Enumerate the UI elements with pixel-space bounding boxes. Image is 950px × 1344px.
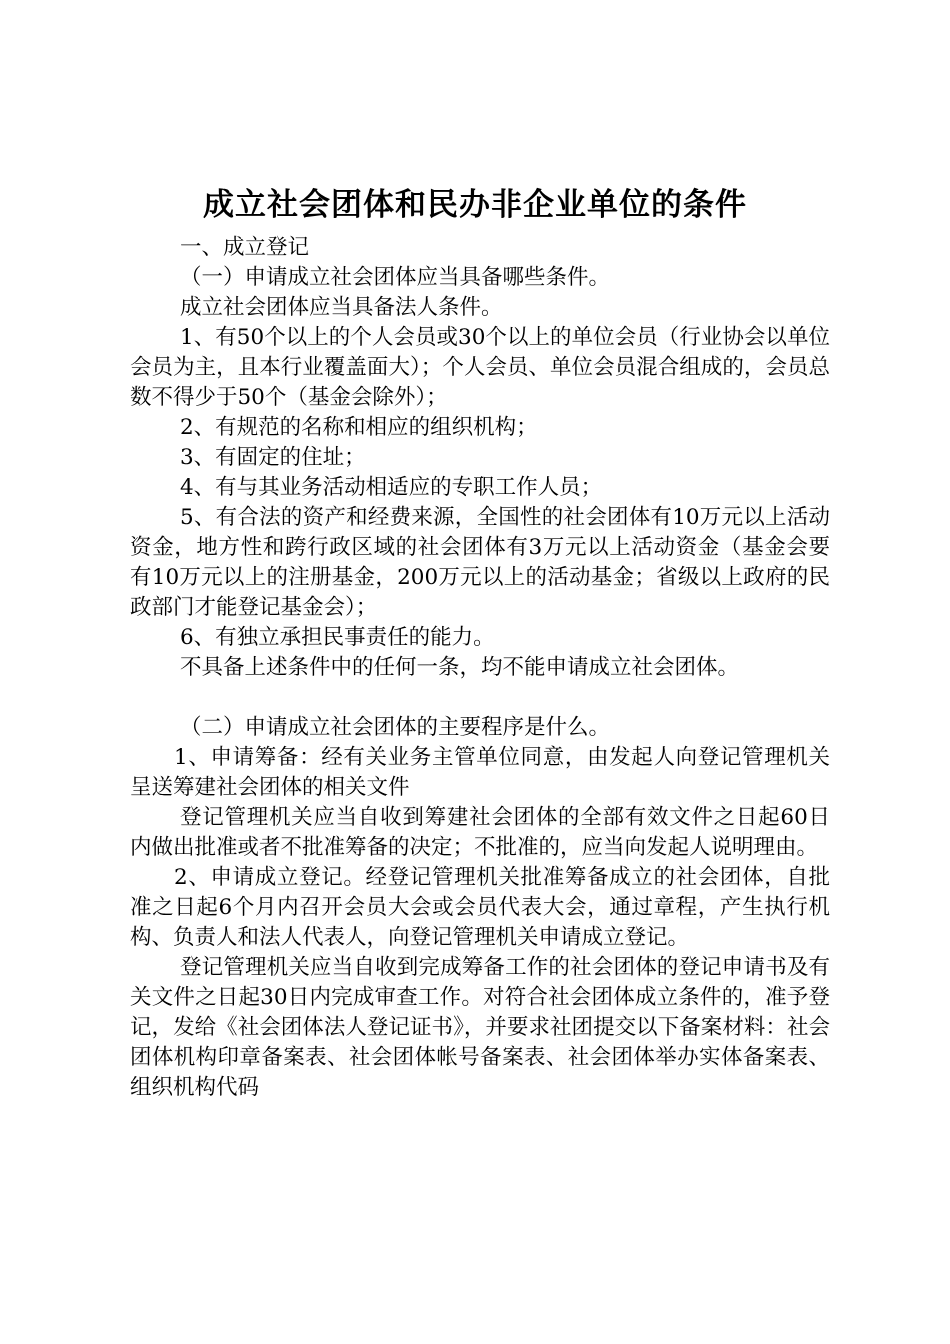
subsection-heading-conditions: （一）申请成立社会团体应当具备哪些条件。 bbox=[180, 265, 611, 290]
paragraph-approval-60-days: 登记管理机关应当自收到筹建社会团体的全部有效文件之日起60日内做出批准或者不批准筹备的决定；不批准的，应当向发起人说明理由。 bbox=[130, 805, 830, 860]
paragraph-review-30-days: 登记管理机关应当自收到完成筹备工作的社会团体的登记申请书及有关文件之日起30日内完成审查工作。对符合社会团体成立条件的，准予登记，发给《社会团体法人登记证书》，并要求社团提交以下备案材料：社会团体机构印章备案表、社会团体帐号备案表、社会团体举办实体备案表、组织机构代码 bbox=[130, 955, 830, 1100]
list-item-procedure-1: 1、申请筹备：经有关业务主管单位同意，由发起人向登记管理机关呈送筹建社会团体的相关文件 bbox=[130, 745, 830, 800]
list-item-condition-5: 5、有合法的资产和经费来源，全国性的社会团体有10万元以上活动资金，地方性和跨行政区域的社会团体有3万元以上活动资金（基金会要有10万元以上的注册基金，200万元以上的活动基金；省级以上政府的民政部门才能登记基金会）； bbox=[130, 505, 830, 620]
list-item-condition-1: 1、有50个以上的个人会员或30个以上的单位会员（行业协会以单位会员为主，且本行业覆盖面大）；个人会员、单位会员混合组成的，会员总数不得少于50个（基金会除外）； bbox=[130, 325, 830, 410]
list-item-condition-2: 2、有规范的名称和相应的组织机构； bbox=[180, 415, 538, 440]
list-item-condition-4: 4、有与其业务活动相适应的专职工作人员； bbox=[180, 475, 603, 500]
subsection-heading-procedure: （二）申请成立社会团体的主要程序是什么。 bbox=[180, 715, 611, 740]
list-item-procedure-2: 2、申请成立登记。经登记管理机关批准筹备成立的社会团体，自批准之日起6个月内召开会员大会或会员代表大会，通过章程，产生执行机构、负责人和法人代表人，向登记管理机关申请成立登记。 bbox=[130, 865, 830, 950]
section-heading-registration: 一、成立登记 bbox=[180, 235, 310, 260]
list-item-condition-6: 6、有独立承担民事责任的能力。 bbox=[180, 625, 495, 650]
blank-line bbox=[130, 683, 830, 713]
paragraph-ineligible: 不具备上述条件中的任何一条，均不能申请成立社会团体。 bbox=[180, 655, 740, 680]
list-item-condition-3: 3、有固定的住址； bbox=[180, 445, 366, 470]
document-title: 成立社会团体和民办非企业单位的条件 bbox=[203, 187, 747, 223]
paragraph-legal-person: 成立社会团体应当具备法人条件。 bbox=[180, 295, 503, 320]
document-body bbox=[130, 233, 830, 1103]
